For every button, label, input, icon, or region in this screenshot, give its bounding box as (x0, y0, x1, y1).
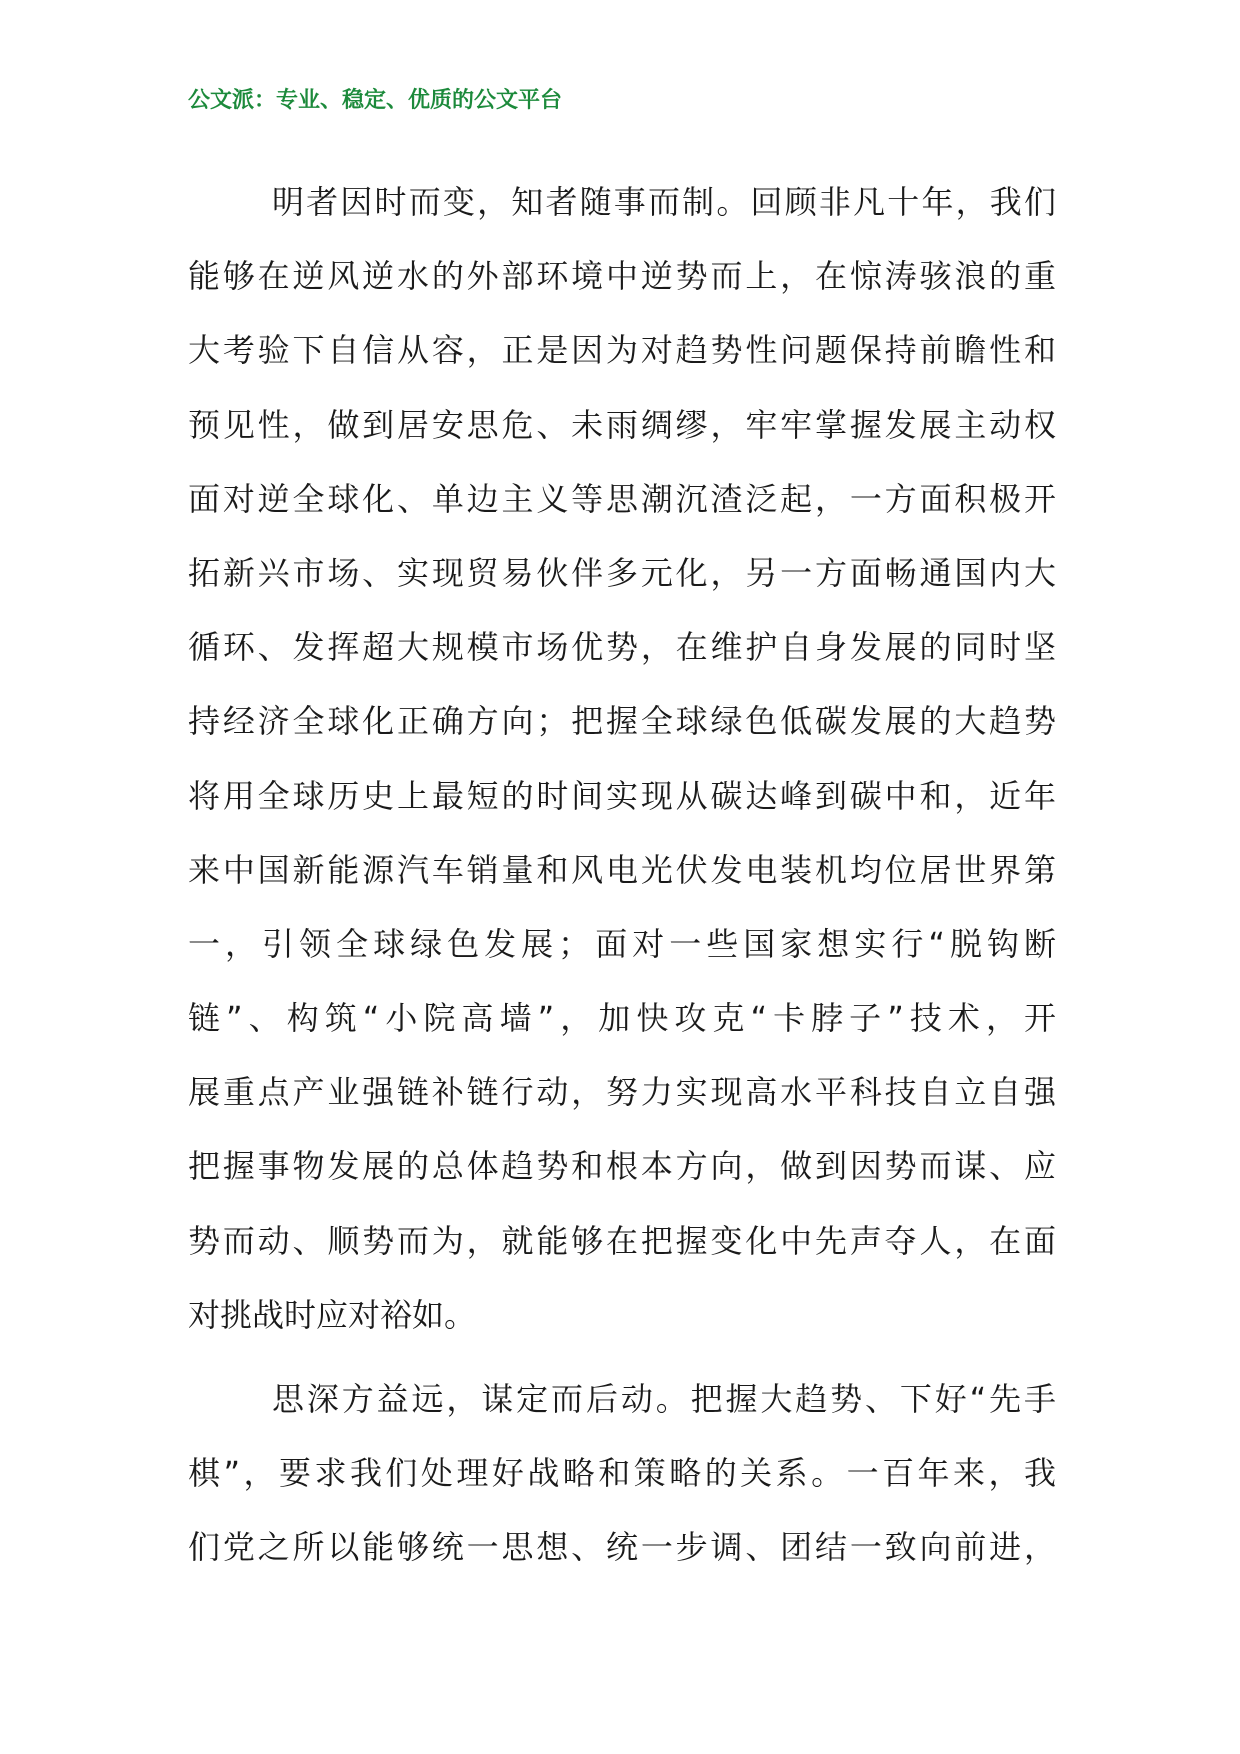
text-line: 把握事物发展的总体趋势和根本方向，做到因势而谋、应 (188, 1147, 1056, 1186)
text-line: 展重点产业强链补链行动，努力实现高水平科技自立自强 (188, 1073, 1056, 1112)
text-line: 势而动、顺势而为，就能够在把握变化中先声夺人，在面 (188, 1221, 1056, 1260)
text-line: 棋”，要求我们处理好战略和策略的关系。一百年来，我 (188, 1454, 1056, 1493)
text-line: 持经济全球化正确方向；把握全球绿色低碳发展的大趋势 (188, 702, 1056, 741)
text-line: 能够在逆风逆水的外部环境中逆势而上，在惊涛骇浪的重 (188, 257, 1056, 296)
text-line: 预见性，做到居安思危、未雨绸缪，牢牢掌握发展主动权 (188, 405, 1056, 444)
text-line: 来中国新能源汽车销量和风电光伏发电装机均位居世界第 (188, 850, 1056, 889)
text-line: 思深方益远，谋定而后动。把握大趋势、下好“先手 (272, 1380, 1056, 1418)
text-line: 对挑战时应对裕如。 (188, 1295, 477, 1334)
text-line: 拓新兴市场、实现贸易伙伴多元化，另一方面畅通国内大 (188, 553, 1056, 592)
paragraph-spacer (188, 1352, 1056, 1362)
article-body (188, 165, 1056, 1585)
text-line: 循环、发挥超大规模市场优势，在维护自身发展的同时坚 (188, 628, 1056, 667)
site-header: 公文派：专业、稳定、优质的公文平台 (188, 88, 563, 113)
text-line: 一，引领全球绿色发展；面对一些国家想实行“脱钩断 (188, 924, 1056, 963)
text-line: 链”、构筑“小院高墙”，加快攻克“卡脖子”技术，开 (188, 999, 1056, 1038)
text-line: 大考验下自信从容，正是因为对趋势性问题保持前瞻性和 (188, 331, 1056, 370)
text-line: 明者因时而变，知者随事而制。回顾非凡十年，我们 (272, 183, 1056, 221)
text-line: 们党之所以能够统一思想、统一步调、团结一致向前进， (188, 1528, 1056, 1567)
paragraph-2 (188, 1362, 1056, 1585)
text-line: 面对逆全球化、单边主义等思潮沉渣泛起，一方面积极开 (188, 479, 1056, 518)
paragraph-1 (188, 165, 1056, 1352)
text-line: 将用全球历史上最短的时间实现从碳达峰到碳中和，近年 (188, 776, 1056, 815)
